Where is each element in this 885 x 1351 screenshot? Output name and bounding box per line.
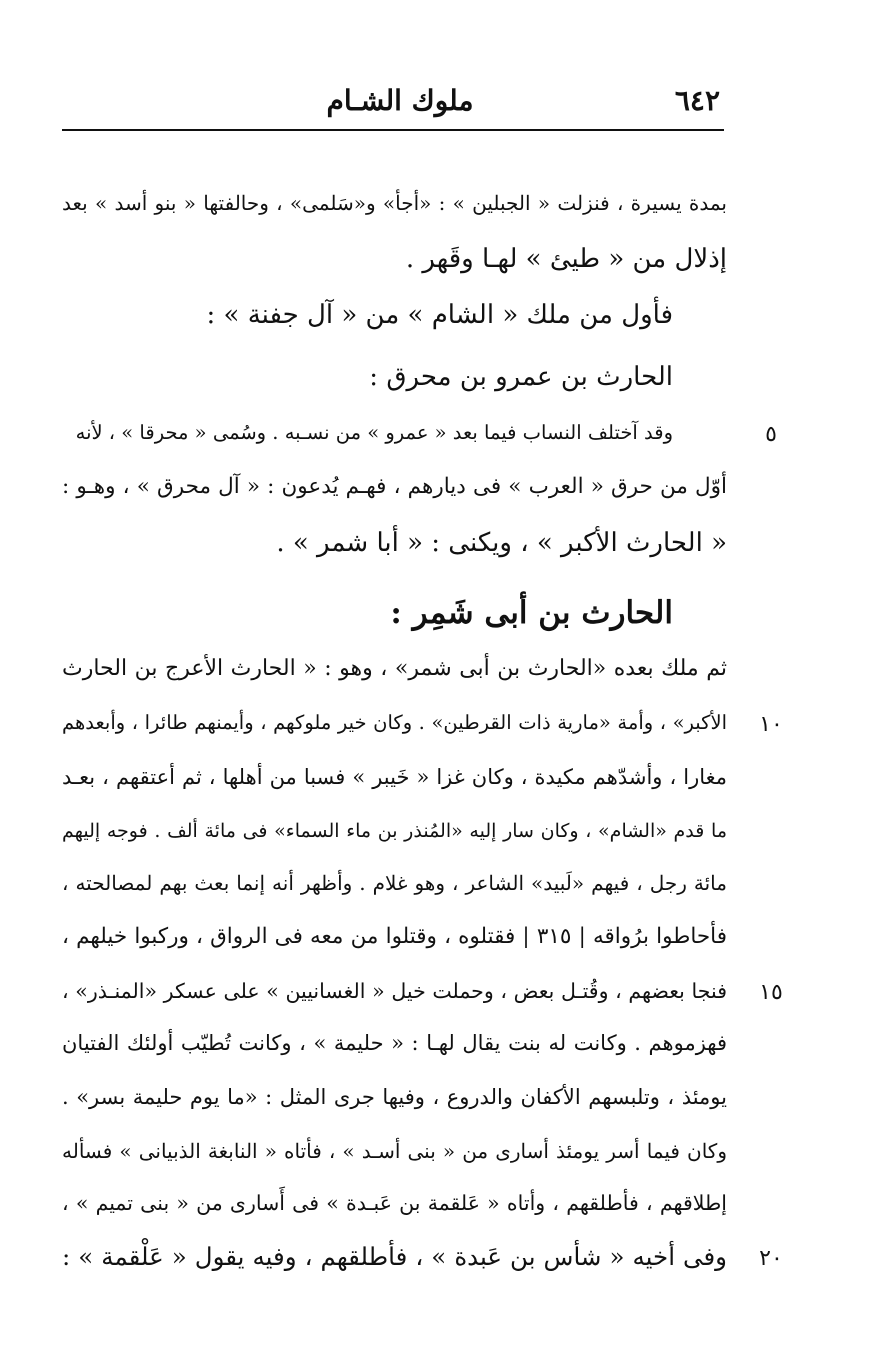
text-line-18: وكان فيما أسر يومئذ أسارى من « بنى أسـد » ، فأتاه « النابغة الذبيانى » فسأله [62, 1139, 727, 1163]
text-line-19: إطلاقهم ، فأطلقهم ، وأتاه « عَلقمة بن عَبـدة » فى أَسارى من « بنى تميم » ، [62, 1191, 727, 1215]
text-line-6: أوّل من حرق « العرب » فى ديارهم ، فهـم يُدعون : « آل محرق » ، وهـو : [62, 474, 727, 499]
text-line-16: فهزموهم . وكانت له بنت يقال لهـا : « حليمة » ، وكانت تُطيّب أولئك الفتيان [62, 1031, 727, 1055]
text-line-4: الحارث بن عمرو بن محرق : [369, 362, 673, 392]
text-line-11: مغارا ، وأشدّهم مكيدة ، وكان غزا « خَيبر » فسبا من أهلها ، ثم أعتقهم ، بعـد [62, 765, 727, 789]
text-line-12: ما قدم «الشام» ، وكان سار إليه «المُنذر بن ماء السماء» فى مائة ألف . فوجه إليهم [62, 820, 727, 842]
text-line-14: فأحاطوا برُواقه | ٣١٥ | فقتلوه ، وقتلوا من معه فى الرواق ، وركبوا خيلهم ، [62, 924, 727, 949]
text-line-10: الأكبر» ، وأمة «مارية ذات القرطين» . وكان خير ملوكهم ، وأيمنهم طائرا ، وأبعدهم [62, 711, 727, 734]
text-line-20: وفى أخيه « شأس بن عَبدة » ، فأطلقهم ، وفيه يقول « عَلْقمة » : [62, 1242, 727, 1271]
running-head: ملوك الشـام [326, 84, 474, 117]
header-rule [62, 129, 724, 131]
text-line-13: مائة رجل ، فيهم «لَبيد» الشاعر ، وهو غلام . وأظهر أنه إنما بعث بهم لمصالحته ، [62, 871, 727, 895]
page-number: ٦٤٢ [674, 84, 720, 117]
line-number-20: ٢٠ [759, 1246, 783, 1271]
text-line-9: ثم ملك بعده «الحارث بن أبى شمر» ، وهو : « الحارث الأعرج بن الحارث [62, 656, 727, 681]
line-number-15: ١٥ [759, 980, 783, 1005]
text-line-3: فأول من ملك « الشام » من « آل جفنة » : [206, 300, 673, 330]
text-line-1: بمدة يسيرة ، فنزلت « الجبلين » : «أجأ» و«سَلمى» ، وحالفتها « بنو أسد » بعد [62, 191, 727, 215]
section-heading: الحارث بن أبى شَمِر : [390, 595, 673, 631]
line-number-10: ١٠ [759, 712, 783, 737]
line-number-5: ٥ [765, 422, 777, 447]
text-line-17: يومئذ ، وتلبسهم الأكفان والدروع ، وفيها جرى المثل : «ما يوم حليمة بسر» . [62, 1085, 727, 1109]
text-line-15: فنجا بعضهم ، وقُتـل بعض ، وحملت خيل « الغسانيين » على عسكر «المنـذر» ، [62, 979, 727, 1003]
text-line-5: وقد آختلف النساب فيما بعد « عمرو » من نسـبه . وسُمى « محرقا » ، لأنه [75, 421, 673, 444]
text-line-2: إذلال من « طيئ » لهـا وقَهر . [405, 244, 727, 274]
text-line-7: « الحارث الأكبر » ، ويكنى : « أبا شمر » . [276, 528, 727, 558]
